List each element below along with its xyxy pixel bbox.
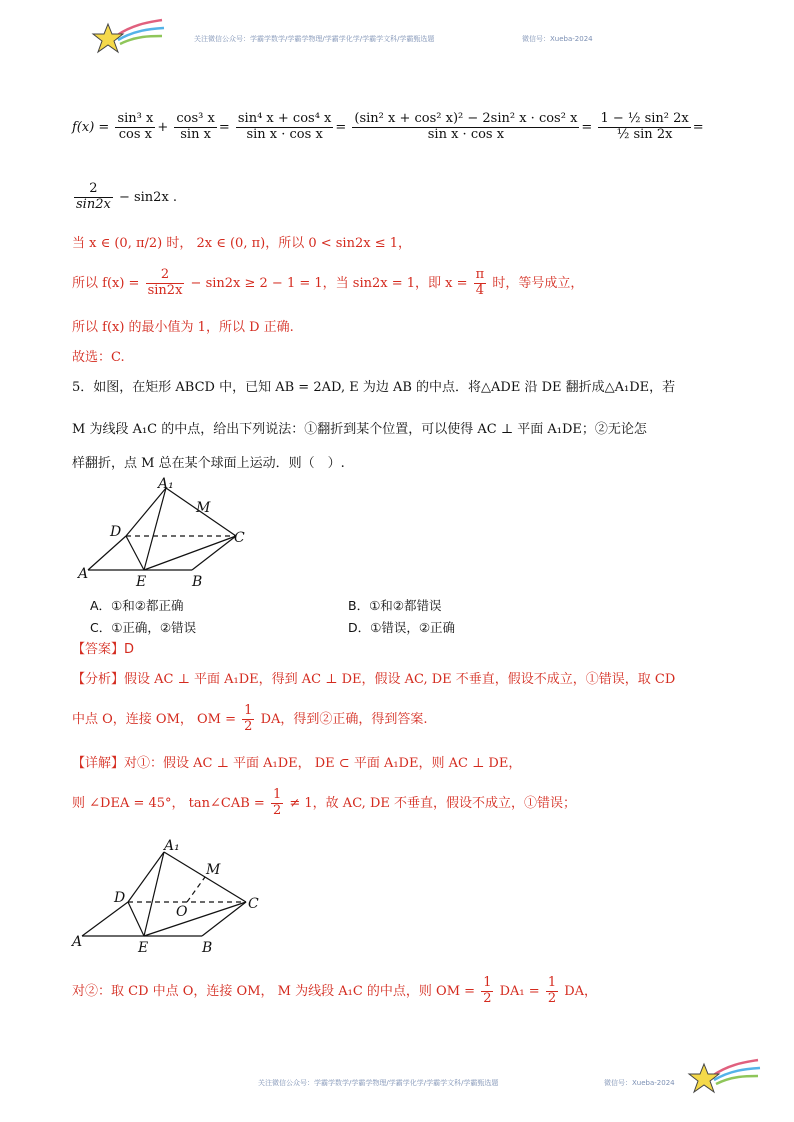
header-right-text: 微信号：Xueba-2024 xyxy=(522,35,593,43)
fig2-label-M: M xyxy=(206,862,221,878)
fig1-label-B: B xyxy=(192,574,203,590)
problem5-line-2: M 为线段 A₁C 的中点，给出下列说法：①翻折到某个位置，可以使得 AC ⊥ 平面 A₁DE；②无论怎 xyxy=(72,422,647,437)
formula-frac4: $\frac{\text{(sin² x + cos² x)² − 2sin² x · cos² x}}{\text{sin x · cos x}}$ xyxy=(354,111,578,142)
footer-right-text: 微信号：Xueba-2024 xyxy=(604,1079,675,1087)
formula-fx: f(x) = $\frac{\text{sin³ x}}{\text{cos x}}$ + $\frac{\text{cos³ x}}{\text{sin x}}$ = $\frac{\text{sin⁴ x + cos⁴ x}}{\text{sin x · cos x}}$ = $\frac{\text{(sin² x + cos² x)² − 2sin² x · cos² x}}{\text{sin x · cos x}}$ = $\frac{\text{1 − ½ sin² 2x}}{\text{½ sin 2x}}$ = xyxy=(72,111,704,142)
analysis-line-2: 中点 O，连接 OM， OM = $\frac{1}{2}$ DA，得到②正确，得到答案. xyxy=(72,703,428,734)
formula-frac2: $\frac{\text{cos³ x}}{\text{sin x}}$ xyxy=(176,111,215,142)
fig2-label-B: B xyxy=(202,940,213,956)
figure-2 xyxy=(70,834,280,962)
option-B[interactable]: B．①和②都错误 xyxy=(348,598,442,613)
formula-frac5: $\frac{\text{1 − ½ sin² 2x}}{\text{½ sin 2x}}$ xyxy=(600,111,689,142)
fig1-label-C: C xyxy=(234,530,245,546)
detail-line-2: 则 ∠DEA = 45°， tan∠CAB = $\frac{1}{2}$ ≠ 1，故 AC, DE 不垂直，假设不成立，①错误； xyxy=(72,787,576,818)
answer-value: D xyxy=(124,642,135,657)
detail-line-3: 对②：取 CD 中点 O，连接 OM， M 为线段 A₁C 的中点，则 OM = $\frac{1}{2}$ DA₁ = $\frac{1}{2}$ DA， xyxy=(72,975,598,1006)
solution-line-4: 故选：C. xyxy=(72,350,125,365)
option-A[interactable]: A．①和②都正确 xyxy=(90,598,184,613)
option-D[interactable]: D．①错误，②正确 xyxy=(348,620,456,635)
fig2-label-E: E xyxy=(138,940,149,956)
option-C[interactable]: C．①正确，②错误 xyxy=(90,620,197,635)
analysis-line-1: 【分析】假设 AC ⊥ 平面 A₁DE，得到 AC ⊥ DE，假设 AC, DE 不垂直，假设不成立，①错误，取 CD xyxy=(72,672,676,687)
solution-line-3: 所以 f(x) 的最小值为 1，所以 D 正确. xyxy=(72,320,294,335)
fig1-label-D: D xyxy=(110,524,122,540)
solution-line-2: 所以 f(x) = $\frac{2}{\sin 2x}$ − sin2x ≥ 2 − 1 = 1，当 sin2x = 1，即 x = $\frac{\pi}{4}$ 时，等号成立， xyxy=(72,267,584,298)
fig2-label-C: C xyxy=(248,896,259,912)
formula-lead: f(x) = xyxy=(72,119,110,135)
fig1-label-M: M xyxy=(196,500,211,516)
formula-frac1: $\frac{\text{sin³ x}}{\text{cos x}}$ xyxy=(117,111,154,142)
fig2-label-D: D xyxy=(114,890,126,906)
header-left-text: 关注微信公众号：学霸学数学/学霸学物理/学霸学化学/学霸学文科/学霸甄选题 xyxy=(194,35,435,43)
figure-1 xyxy=(70,474,280,594)
top-logo-star xyxy=(88,14,168,64)
solution-line-1: 当 x ∈ (0, π/2) 时， 2x ∈ (0, π)，所以 0 < sin2x ≤ 1， xyxy=(72,236,411,251)
footer-left-text: 关注微信公众号：学霸学数学/学霸学物理/学霸学化学/学霸学文科/学霸甄选题 xyxy=(258,1079,499,1087)
fig2-label-O: O xyxy=(176,904,188,920)
fig1-label-E: E xyxy=(136,574,147,590)
answer-tag: 【答案】 xyxy=(72,642,125,657)
answer-line xyxy=(72,638,134,657)
problem5-line-1: 5．如图，在矩形 ABCD 中，已知 AB = 2AD, E 为边 AB 的中点．将△ADE 沿 DE 翻折成△A₁DE，若 xyxy=(72,380,676,395)
formula-continued: $\frac{2}{\sin 2x}$ − sin2x . xyxy=(76,181,178,212)
detail-line-1: 【详解】对①：假设 AC ⊥ 平面 A₁DE， DE ⊂ 平面 A₁DE，则 AC ⊥ DE， xyxy=(72,756,522,771)
fig1-label-A1: A₁ xyxy=(158,476,174,492)
fig2-label-A1: A₁ xyxy=(164,838,180,854)
problem5-line-3: 样翻折，点 M 总在某个球面上运动．则（ ）. xyxy=(72,456,345,471)
fig2-label-A: A xyxy=(72,934,83,950)
fig1-label-A: A xyxy=(78,566,89,582)
formula-frac3: $\frac{\text{sin⁴ x + cos⁴ x}}{\text{sin x · cos x}}$ xyxy=(237,111,332,142)
bottom-logo-star xyxy=(684,1054,764,1104)
